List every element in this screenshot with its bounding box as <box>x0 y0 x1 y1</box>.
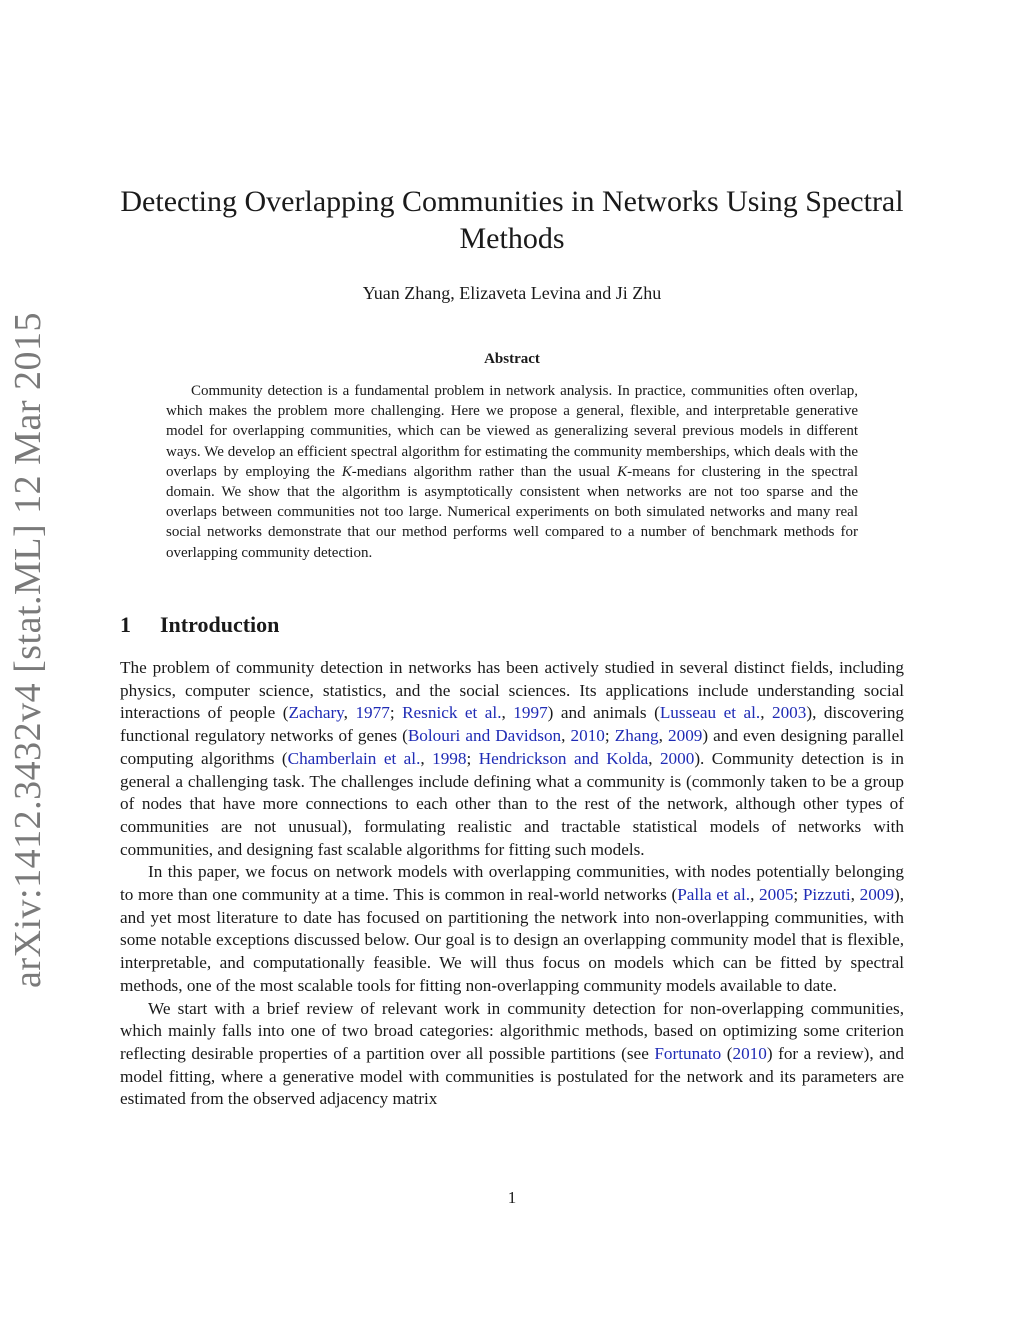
citation-link[interactable]: Hendrickson and Kolda <box>478 748 649 768</box>
citation-link[interactable]: Chamberlain et al. <box>287 748 421 768</box>
citation-link[interactable]: Lusseau et al. <box>659 703 761 723</box>
citation-link[interactable]: 1998 <box>432 748 467 768</box>
citation-link[interactable]: 2009 <box>859 885 894 905</box>
citation-link[interactable]: Zachary <box>288 703 344 723</box>
math-k: K <box>341 463 352 480</box>
abstract-heading: Abstract <box>484 351 540 367</box>
section-number: 1 <box>120 612 131 637</box>
citation-link[interactable]: Pizzuti <box>802 885 851 905</box>
citation-link[interactable]: 2005 <box>759 885 794 905</box>
citation-link[interactable]: Resnick et al. <box>402 703 502 723</box>
paper-title: Detecting Overlapping Communities in Networks Using Spectral Methods <box>120 185 904 255</box>
citation-link[interactable]: Zhang <box>614 726 659 746</box>
citation-link[interactable]: 2003 <box>771 703 807 723</box>
citation-link[interactable]: 2000 <box>659 748 695 768</box>
paragraph: In this paper, we focus on network models with overlapping communities, with nodes potentially belonging to more than one community at a time. This is common in real-world networks (Palla et al., 2005; Pizzuti, 2009), and yet most literature to date has focused on partitioning the network into non-overlapping communities, with some notable exceptions discussed below. Our goal is to design an overlapping community model that is flexible, interpretable, and computationally feasible. We will thus focus on models which can be fitted by spectral methods, one of the most scalable tools for fitting non-overlapping community models available to date. <box>120 862 905 995</box>
arxiv-identifier: arXiv:1412.3432v4 [stat.ML] 12 Mar 2015 <box>7 312 49 988</box>
citation-link[interactable]: Palla et al. <box>677 885 751 905</box>
paragraph: The problem of community detection in networks has been actively studied in several distinct fields, including physics, computer science, statistics, and the social sciences. Its applications include understanding social interactions of people (Zachary, 1977; Resnick et al., 1997) and animals (Lusseau et al., 2003), discovering functional regulatory networks of genes (Bolouri and Davidson, 2010; Zhang, 2009) and even designing parallel computing algorithms (Chamberlain et al., 1998; Hendrickson and Kolda, 2000). Community detection is in general a challenging task. The challenges include defining what a community is (commonly taken to be a group of nodes that have more connections to each other than to the rest of the network, although other types of communities are not unusual), formulating realistic and tractable statistical models of networks with communities, and designing fast scalable algorithms for fitting such models. <box>120 658 905 859</box>
abstract-text: Community detection is a fundamental problem in network analysis. In practice, communities often overlap, which makes the problem more challenging. Here we propose a general, flexible, and interpretable generative model for overlapping communities, which can be viewed as generalizing several previous models in different ways. We develop an efficient spectral algorithm for estimating the community memberships, which deals with the overlaps by employing the K-medians algorithm rather than the usual K-means for clustering in the spectral domain. We show that the algorithm is asymptotically consistent when networks are not too sparse and the overlaps between communities not too large. Numerical experiments on both simulated networks and many real social networks demonstrate that our method performs well compared to a number of benchmark methods for overlapping community detection. <box>166 383 858 561</box>
citation-link[interactable]: Bolouri and Davidson <box>407 726 562 746</box>
citation-link[interactable]: Fortunato <box>654 1043 722 1063</box>
section-title: Introduction <box>160 612 280 637</box>
page-number: 1 <box>507 1188 517 1207</box>
introduction-body <box>120 657 904 1111</box>
author-list: Yuan Zhang, Elizaveta Levina and Ji Zhu <box>362 283 662 303</box>
math-k: K <box>617 463 628 480</box>
paragraph: We start with a brief review of relevant work in community detection for non-overlapping communities, which mainly falls into one of two broad categories: algorithmic methods, based on optimizing some criterion reflecting desirable properties of a partition over all possible partitions (see Fortunato (2010) for a review), and model fitting, where a generative model with communities is postulated for the network and its parameters are estimated from the observed adjacency matrix <box>120 998 904 1109</box>
citation-link[interactable]: 1977 <box>355 703 390 723</box>
citation-link[interactable]: 2010 <box>570 726 605 746</box>
section-heading-introduction <box>120 612 279 638</box>
citation-link[interactable]: 2009 <box>668 726 703 746</box>
citation-link[interactable]: 2010 <box>732 1043 767 1063</box>
citation-link[interactable]: 1997 <box>513 703 548 723</box>
